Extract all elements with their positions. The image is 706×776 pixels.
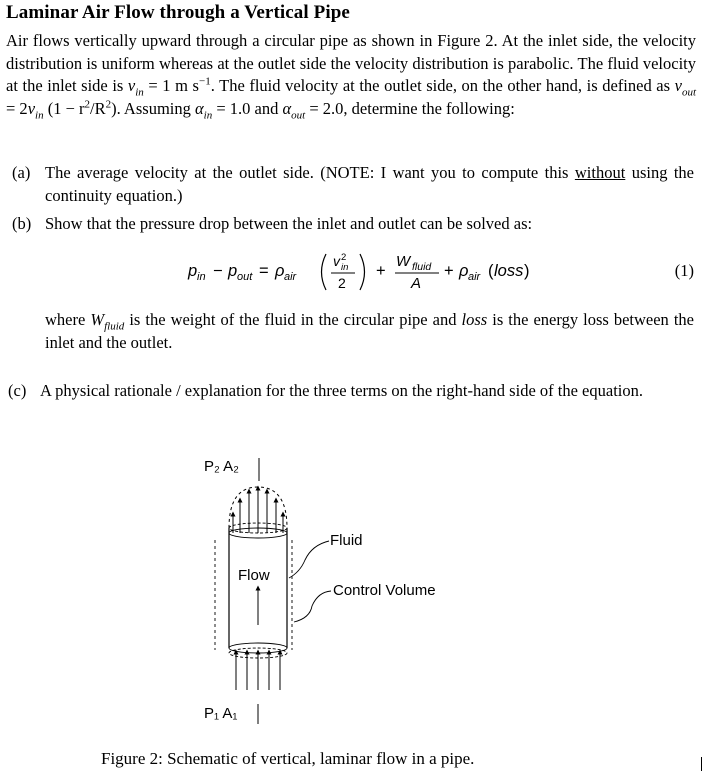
intro-vout-tail: (1 − r xyxy=(43,98,85,118)
figure-caption: Figure 2: Schematic of vertical, laminar flow in a pipe. xyxy=(101,749,475,768)
intro-vout-eq: = 2 xyxy=(6,98,28,118)
intro-s3: Assuming xyxy=(120,98,195,118)
question-b-text: Show that the pressure drop between the inlet and outlet can be solved as: xyxy=(45,214,533,233)
figure-label-top: P₂ A₂ xyxy=(204,458,239,475)
where-text2: is the weight of the fluid in the circular pipe and xyxy=(124,310,462,329)
intro-vout-tail3: ). xyxy=(111,98,121,118)
figure-label-control-volume: Control Volume xyxy=(333,582,436,599)
figure-label-bottom: P₁ A₁ xyxy=(204,705,238,722)
intro-s2: . The fluid velocity at the outlet side, on the other hand, is defined as xyxy=(210,76,675,96)
question-c-label: (c) xyxy=(8,381,27,400)
question-a-text2: using the continuity equation.) xyxy=(45,163,695,205)
question-b-label: (b) xyxy=(12,214,32,233)
svg-text:air: air xyxy=(284,271,297,283)
question-a-label: (a) xyxy=(12,163,31,182)
svg-text:=: = xyxy=(259,262,269,280)
intro-alpha-in: = 1.0 and xyxy=(212,98,283,118)
equation-svg xyxy=(0,245,706,301)
svg-text:2: 2 xyxy=(338,275,346,291)
svg-text:2: 2 xyxy=(341,252,347,263)
where-text3: is the energy loss between the inlet and the outlet. xyxy=(45,310,695,352)
svg-text:air: air xyxy=(468,271,481,283)
figure-label-fluid: Fluid xyxy=(330,532,363,549)
svg-text:in: in xyxy=(197,271,206,283)
svg-text:+: + xyxy=(444,262,454,280)
svg-text:A: A xyxy=(411,275,422,292)
equation-number: (1) xyxy=(674,261,694,280)
svg-text:ρ: ρ xyxy=(275,262,285,280)
svg-text:out: out xyxy=(237,271,253,283)
svg-text:): ) xyxy=(524,262,530,280)
svg-text:p: p xyxy=(228,262,238,280)
svg-text:loss: loss xyxy=(494,262,524,280)
svg-text:(: ( xyxy=(488,262,494,280)
svg-text:in: in xyxy=(341,262,349,273)
svg-text:ρ: ρ xyxy=(459,262,469,280)
question-a-text1: The average velocity at the outlet side. (NOTE: I want you to compute this xyxy=(45,163,575,182)
margin-bar xyxy=(701,757,702,771)
intro-alpha-out: = 2.0, determine the following: xyxy=(305,98,515,118)
intro-exp: −1 xyxy=(198,75,211,88)
figure-label-flow: Flow xyxy=(238,567,270,584)
svg-text:p: p xyxy=(188,262,198,280)
intro-s1: Air flows vertically upward through a circular pipe as shown in Figure 2. At the inlet side, the velocity distribution is uniform whereas at the outlet side the velocity distribution is parabolic. The fluid velocity at the inlet side is xyxy=(6,31,696,96)
intro-paragraph: Air flows vertically upward through a circular pipe as shown in Figure 2. At the inlet side, the velocity distribution is uniform whereas at the outlet side the velocity distribution is parabolic. The fluid velocity at the inlet side is $v_{in} = 1$ m $s^{-1}$. The fluid velocity at the outlet side, on the other hand, is defined as $v_{out} = 2v_{in}$ $(1 - r^2/R^2)$. Assuming $\alpha_{in} = 1.0$ and $\alpha_{out} = 2.0$, determine the following: xyxy=(6,31,697,122)
svg-text:W: W xyxy=(396,253,411,270)
problem-title: Laminar Air Flow through a Vertical Pipe xyxy=(6,2,350,23)
question-c-text: A physical rationale / explanation for the three terms on the right-hand side of the equation. xyxy=(40,381,643,400)
svg-text:fluid: fluid xyxy=(412,261,432,273)
question-a-underline: without xyxy=(574,163,626,182)
svg-text:−: − xyxy=(213,262,223,280)
where-loss: loss xyxy=(461,310,488,329)
svg-text:v: v xyxy=(333,253,340,269)
intro-vout-tail2: /R xyxy=(90,98,106,118)
where-text1: where xyxy=(45,310,91,329)
equation-1 xyxy=(0,245,706,301)
svg-text:+: + xyxy=(376,262,386,280)
intro-vin-eq: = 1 m s xyxy=(143,76,199,96)
